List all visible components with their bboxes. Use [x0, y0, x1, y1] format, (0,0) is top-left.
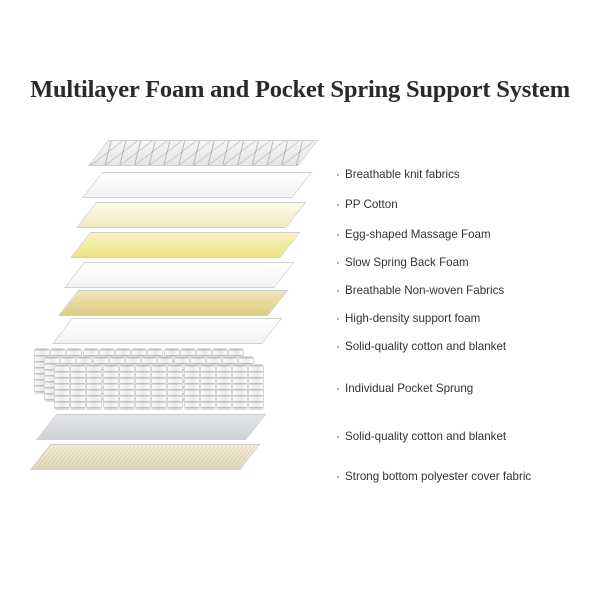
pocket-spring: [86, 364, 102, 410]
pocket-spring: [103, 364, 119, 410]
label-text: PP Cotton: [345, 198, 398, 211]
label-text: Solid-quality cotton and blanket: [345, 430, 507, 443]
pocket-spring: [119, 364, 135, 410]
pocket-spring: [200, 364, 216, 410]
label-text: Individual Pocket Sprung: [345, 382, 474, 395]
pocket-spring: [167, 364, 183, 410]
label-strong-bottom-polyester: [336, 470, 531, 484]
label-solid-quality-cotton-bottom: [336, 430, 506, 444]
bullet-icon: ·: [336, 284, 340, 297]
label-solid-quality-cotton-top: [336, 340, 506, 354]
label-text: Slow Spring Back Foam: [345, 256, 469, 269]
bullet-icon: ·: [336, 228, 340, 241]
mattress-layer-diagram: [30, 140, 330, 500]
pocket-spring: [232, 364, 248, 410]
label-individual-pocket-sprung: [336, 382, 473, 396]
label-breathable-knit-fabrics: [336, 168, 460, 182]
pocket-spring: [151, 364, 167, 410]
label-egg-shaped-massage-foam: [336, 228, 491, 242]
layer-strong-bottom-polyester-cover: [30, 444, 260, 482]
pocket-spring: [54, 364, 70, 410]
label-text: Breathable knit fabrics: [345, 168, 460, 181]
bullet-icon: ·: [336, 312, 340, 325]
bullet-icon: ·: [336, 168, 340, 181]
bullet-icon: ·: [336, 256, 340, 269]
label-text: Egg-shaped Massage Foam: [345, 228, 491, 241]
bullet-icon: ·: [336, 430, 340, 443]
page-title: Multilayer Foam and Pocket Spring Support System: [30, 76, 570, 103]
pocket-spring: [70, 364, 86, 410]
pocket-spring: [184, 364, 200, 410]
bullet-icon: ·: [336, 340, 340, 353]
layer-individual-pocket-springs: [34, 348, 262, 410]
label-text: Breathable Non-woven Fabrics: [345, 284, 505, 297]
pocket-spring: [135, 364, 151, 410]
pocket-spring: [216, 364, 232, 410]
pocket-spring: [248, 364, 264, 410]
label-text: Strong bottom polyester cover fabric: [345, 470, 532, 483]
label-breathable-non-woven: [336, 284, 504, 298]
label-text: High-density support foam: [345, 312, 481, 325]
label-pp-cotton: [336, 198, 398, 212]
bullet-icon: ·: [336, 198, 340, 211]
bullet-icon: ·: [336, 382, 340, 395]
label-slow-spring-back-foam: [336, 256, 469, 270]
bullet-icon: ·: [336, 470, 340, 483]
label-high-density-support-foam: [336, 312, 480, 326]
label-text: Solid-quality cotton and blanket: [345, 340, 507, 353]
